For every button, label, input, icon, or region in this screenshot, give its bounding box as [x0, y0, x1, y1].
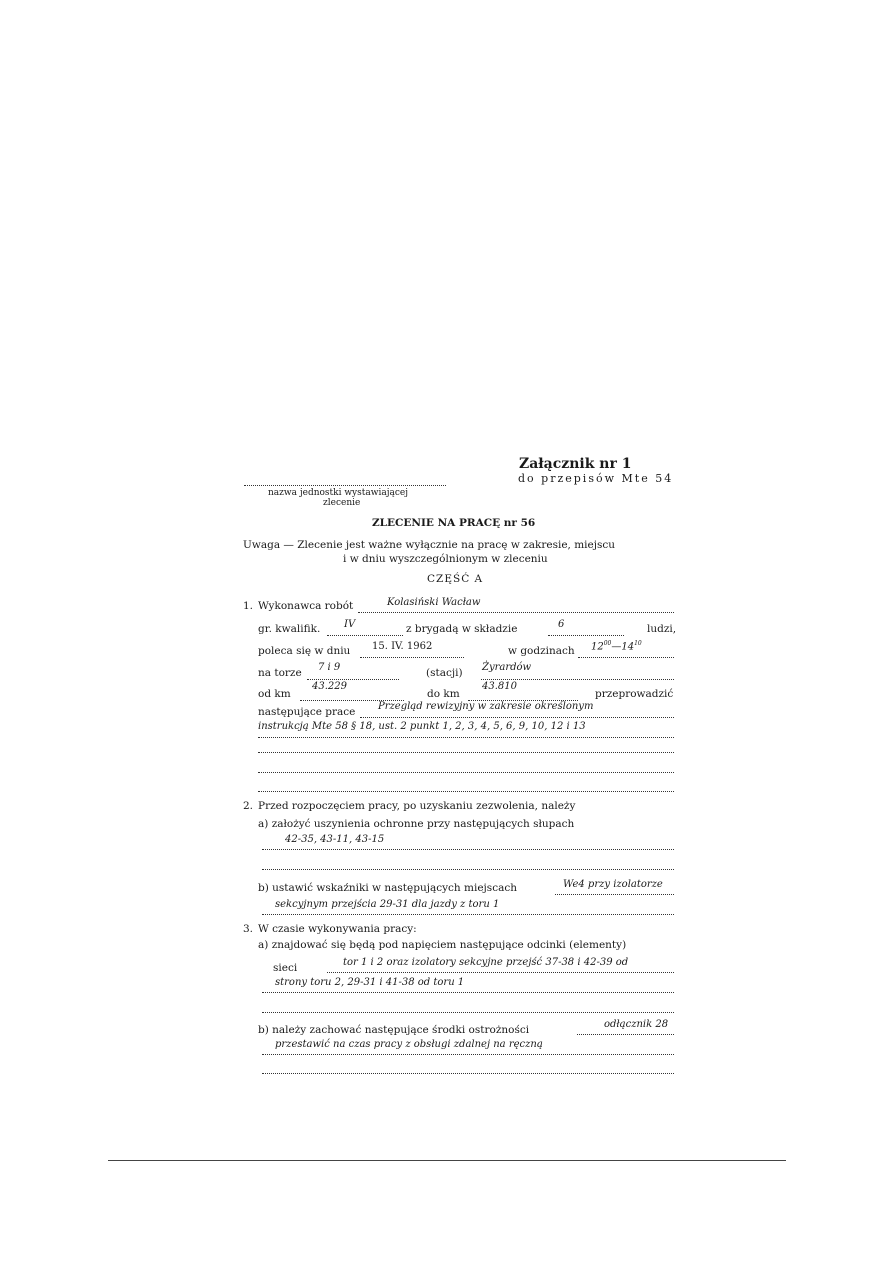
- note-line-2: i w dniu wyszczególnionym w zleceniu: [343, 553, 548, 565]
- section-number: 2.: [243, 800, 254, 812]
- attachment-subtitle: do przepisów Mte 54: [518, 472, 674, 485]
- section3-a-label: a) znajdować się będą pod napięciem następujące odcinki (elementy): [258, 939, 627, 951]
- issuer-line: [244, 485, 446, 486]
- works-line-2: [258, 737, 674, 738]
- section3-b-label: b) należy zachować następujące środki ostrożności: [258, 1024, 530, 1036]
- track-value[interactable]: 7 i 9: [318, 662, 341, 673]
- blank-line: [262, 1073, 674, 1074]
- section3-a-value-2[interactable]: strony toru 2, 29-31 i 41-38 od toru 1: [275, 977, 465, 988]
- section2-a-line: [262, 849, 674, 850]
- qual-label: gr. kwalifik.: [258, 623, 321, 635]
- section2-b-value[interactable]: We4 przy izolatorze: [563, 879, 663, 890]
- section3-a-value[interactable]: tor 1 i 2 oraz izolatory sekcyjne przejść 37-38 i 42-39 od: [343, 957, 629, 968]
- date-label: poleca się w dniu: [258, 645, 351, 657]
- section2-intro: Przed rozpoczęciem pracy, po uzyskaniu zezwolenia, należy: [258, 800, 576, 812]
- section3-b-value[interactable]: odłącznik 28: [604, 1019, 669, 1030]
- station-label: (stacji): [426, 667, 463, 679]
- station-value[interactable]: Żyrardów: [482, 662, 532, 673]
- issuer-caption-2: zlecenie: [323, 498, 361, 508]
- works-label: następujące prace: [258, 706, 356, 718]
- section3-a-line-2: [262, 992, 674, 993]
- section2-b-label: b) ustawić wskaźniki w następujących miejscach: [258, 882, 517, 894]
- works-line: [360, 717, 674, 718]
- blank-line: [262, 869, 674, 870]
- hours-value[interactable]: $12^{00}—14^{10}$: [591, 640, 642, 653]
- section2-b-line: [555, 894, 674, 895]
- date-value[interactable]: 15. IV. 1962: [372, 641, 433, 652]
- contractor-line: [358, 612, 674, 613]
- form-title: ZLECENIE NA PRACĘ nr 56: [372, 517, 536, 529]
- contractor-value[interactable]: Kolasiński Wacław: [387, 597, 481, 608]
- date-line: [360, 657, 464, 658]
- qual-line: [327, 635, 403, 636]
- section3-b-line: [577, 1034, 674, 1035]
- track-line: [307, 679, 399, 680]
- section2-b-value-2[interactable]: sekcyjnym przejścia 29-31 dla jazdy z toru 1: [275, 899, 500, 910]
- blank-line: [258, 772, 674, 773]
- blank-line: [258, 752, 674, 753]
- section3-a-line: [327, 972, 674, 973]
- perform-label: przeprowadzić: [595, 688, 674, 700]
- km-from-label: od km: [258, 688, 291, 700]
- qual-value[interactable]: IV: [344, 619, 356, 630]
- people-label: ludzi,: [647, 623, 677, 635]
- hours-label: w godzinach: [508, 645, 575, 657]
- section2-a-value[interactable]: 42-35, 43-11, 43-15: [285, 834, 385, 845]
- km-to-value[interactable]: 43.810: [482, 681, 517, 692]
- section3-b-value-2[interactable]: przestawić na czas pracy z obsługi zdalnej na ręczną: [275, 1039, 543, 1050]
- note-line: Uwaga — Zlecenie jest ważne wyłącznie na pracę w zakresie, miejscu: [243, 539, 616, 551]
- works-value-2[interactable]: instrukcją Mte 58 § 18, ust. 2 punkt 1, 2, 3, 4, 5, 6, 9, 10, 12 i 13: [258, 721, 586, 732]
- km-from-value[interactable]: 43.229: [312, 681, 347, 692]
- blank-line: [262, 1012, 674, 1013]
- hours-line: [578, 657, 674, 658]
- track-label: na torze: [258, 667, 302, 679]
- section3-a-label-2: sieci: [273, 962, 298, 974]
- station-line: [481, 679, 674, 680]
- issuer-caption: nazwa jednostki wystawiającej: [268, 488, 409, 498]
- crew-value[interactable]: 6: [558, 619, 565, 630]
- footer-rule: [108, 1160, 786, 1161]
- crew-label: z brygadą w składzie: [406, 623, 518, 635]
- section-number: 3.: [243, 923, 254, 935]
- crew-line: [548, 635, 624, 636]
- section2-a-label: a) założyć uszynienia ochronne przy następujących słupach: [258, 818, 575, 830]
- part-title: CZĘŚĆ A: [427, 573, 484, 585]
- km-to-label: do km: [427, 688, 460, 700]
- section-number: 1.: [243, 600, 254, 612]
- section2-b-line-2: [262, 914, 674, 915]
- works-value[interactable]: Przegląd rewizyjny w zakresie określonym: [378, 701, 594, 712]
- attachment-title: Załącznik nr 1: [519, 456, 632, 472]
- section3-intro: W czasie wykonywania pracy:: [258, 923, 417, 935]
- section3-b-line-2: [262, 1054, 674, 1055]
- blank-line: [258, 791, 674, 792]
- contractor-label: Wykonawca robót: [258, 600, 354, 612]
